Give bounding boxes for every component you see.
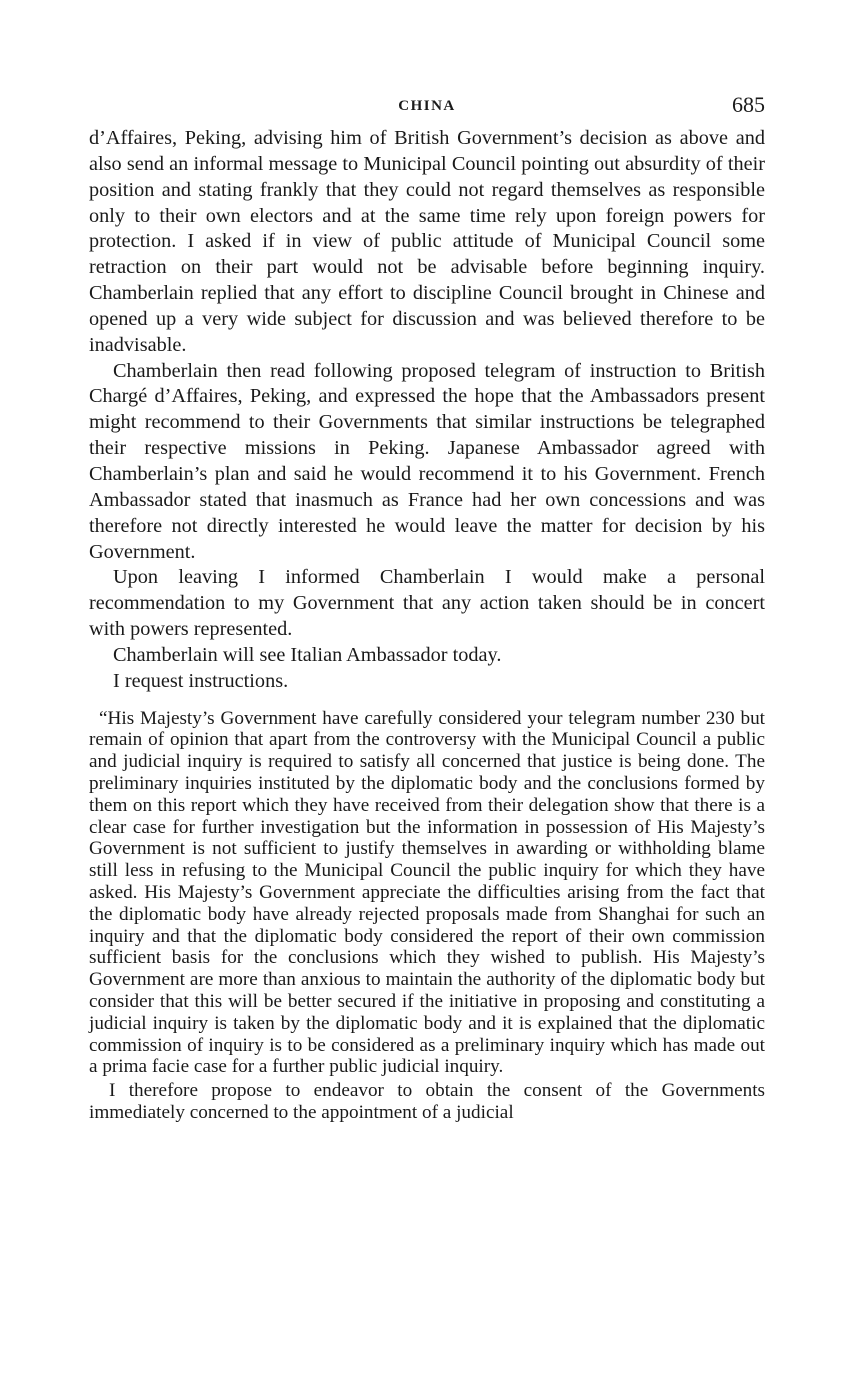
paragraph-proposed-telegram: Chamberlain then read following proposed telegram of instruction to British Chargé d’Affaires, Peking, and expressed the hope that the Ambassadors present might recommend to their Governments that similar instructions be telegraphed their respective missions in Peking. Japanese Ambassador agreed with Chamberlain’s plan and said he would recommend it to his Government. French Ambassador stated that inasmuch as France had her own concessions and was therefore not directly interested he would leave the matter for decision by his Government. bbox=[89, 359, 765, 563]
paragraph-continuation: d’Affaires, Peking, advising him of British Government’s decision as above and also send an informal message to Municipal Council pointing out absurdity of their position and stating frankly that they could not regard themselves as responsible only to their own electors and at the same time rely upon foreign powers for protection. I asked if in view of public attitude of Municipal Council some retraction on their part would not be advisable before beginning inquiry. Chamberlain replied that any effort to discipline Council brought in Chinese and opened up a very wide subject for discussion and was believed therefore to be inadvisable. bbox=[89, 127, 765, 356]
paragraph-italian-ambassador: Chamberlain will see Italian Ambassador today. bbox=[113, 643, 502, 666]
quote-paragraph: I therefore propose to endeavor to obtain the consent of the Governments immediately concerned to the appointment of a judicial bbox=[89, 1080, 765, 1123]
page-header bbox=[89, 88, 765, 126]
running-head: CHINA bbox=[398, 98, 456, 114]
body-text bbox=[89, 126, 765, 695]
document-page bbox=[89, 88, 765, 1124]
quoted-telegram bbox=[89, 708, 765, 1124]
page-number: 685 bbox=[732, 92, 765, 117]
paragraph-recommendation: Upon leaving I informed Chamberlain I would make a personal recommendation to my Government that any action taken should be in concert with powers represented. bbox=[89, 566, 765, 641]
paragraph-request-instructions: I request instructions. bbox=[113, 669, 289, 692]
quote-paragraph: “His Majesty’s Government have carefully considered your telegram number 230 but remain of opinion that apart from the controversy with the Municipal Council a public and judicial inquiry is required to satisfy all concerned that justice is being done. The preliminary inquiries instituted by the diplomatic body and the conclusions formed by them on this report which they have received from their delegation show that there is a clear case for further investigation but the information in possession of His Majesty’s Government is not sufficient to justify themselves in awarding or withholding blame still less in refusing to the Municipal Council the public inquiry for which they have asked. His Majesty’s Government appreciate the difficulties arising from the fact that the diplomatic body have already rejected proposals made from Shanghai for such an inquiry and that the diplomatic body considered the report of their own commission sufficient basis for the conclusions which they wished to publish. His Majesty’s Government are more than anxious to maintain the authority of the diplomatic body but consider that this will be better secured if the initiative in proposing and constituting a judicial inquiry is taken by the diplomatic body and it is explained that the diplomatic commission of inquiry is to be considered as a preliminary inquiry which has made out a prima facie case for a further public judicial inquiry. bbox=[89, 707, 765, 1078]
